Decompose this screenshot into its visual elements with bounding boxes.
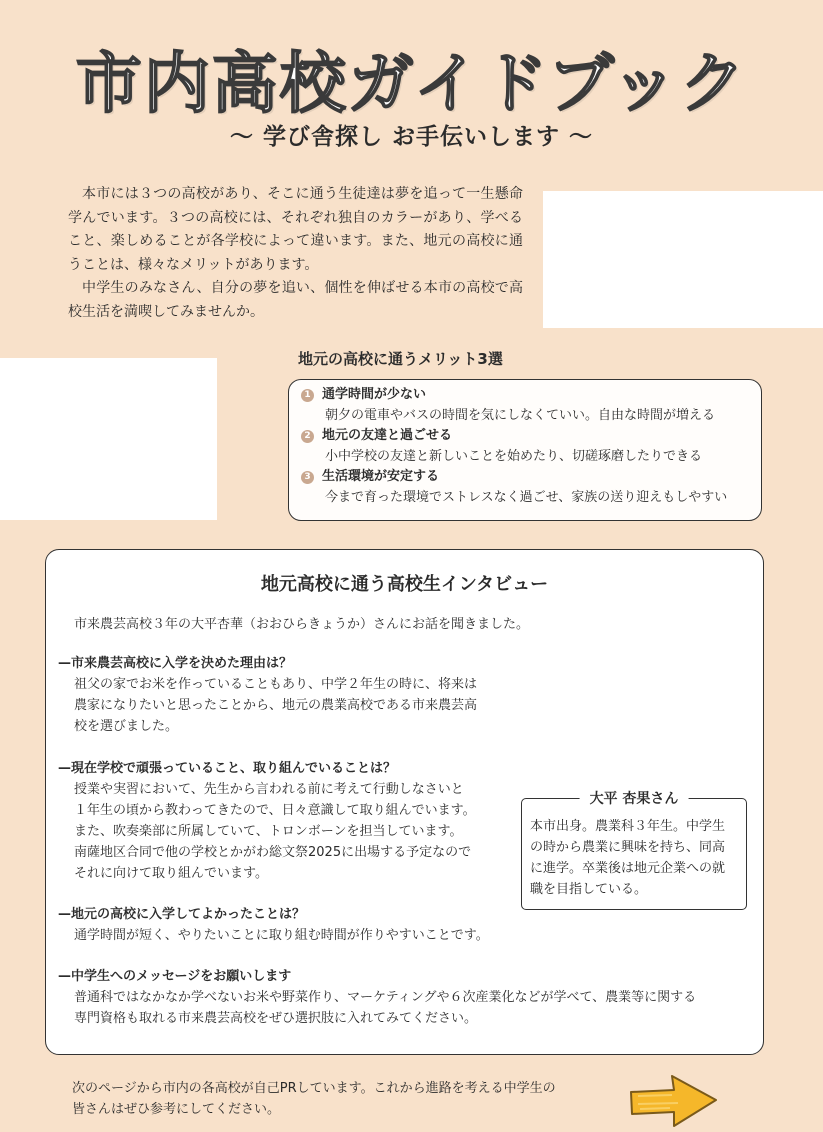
question: —中学生へのメッセージをお願いします (58, 969, 292, 984)
merit-title: 生活環境が安定する (322, 469, 440, 484)
right-arrow-icon (628, 1072, 720, 1130)
answer: 授業や実習において、先生から言われる前に考えて行動しなさいと １年生の頃から教わってきたので、日々意識して取り組んでいます。 また、吹奏楽部に所属していて、トロンボーンを担当しています。 南薩地区合同で他の学校とかがわ総文祭2025に出場する予定なので それに向けて取り組んでいます。 (74, 782, 476, 881)
qa-block (58, 654, 738, 737)
number-badge-icon: 3 (301, 471, 314, 484)
merit-title: 通学時間が少ない (322, 387, 427, 402)
merits-heading: 地元の高校に通うメリット3選 (298, 350, 503, 368)
answer: 祖父の家でお米を作っていることもあり、中学２年生の時に、将来は 農家になりたいと思ったことから、地元の農業高校である市来農芸高 校を選びました。 (74, 677, 478, 734)
intro-paragraph-1: 本市には３つの高校があり、そこに通う生徒達は夢を追って一生懸命学んでいます。３つの高校には、それぞれ独自のカラーがあり、学べること、楽しめることが各学校によって違います。また、地元の高校に通うことは、様々なメリットがあります。 (68, 186, 523, 273)
page-title: 市内高校ガイドブック (75, 45, 748, 122)
number-badge-icon: 1 (301, 389, 314, 402)
question: —地元の高校に入学してよかったことは？ (58, 907, 306, 922)
profile-name: 大平 杏果さん (580, 788, 689, 808)
question: —市来農芸高校に入学を決めた理由は？ (58, 656, 293, 671)
intro-text (68, 183, 523, 324)
interview-lead: 市来農芸高校３年の大平杏華（おおひらきょうか）さんにお話を聞きました。 (74, 617, 530, 632)
interview-title: 地元高校に通う高校生インタビュー (260, 574, 549, 595)
profile-text: 本市出身。農業科３年生。中学生 の時から農業に興味を持ち、同高 に進学。卒業後は地元企業への就 職を目指している。 (530, 819, 726, 897)
image-placeholder-right (543, 191, 823, 328)
answer: 普通科ではなかなか学べないお米や野菜作り、マーケティングや６次産業化などが学べて、農業等に関する 専門資格も取れる市来農芸高校をぜひ選択肢に入れてみてください。 (74, 990, 697, 1026)
page-subtitle: 〜 学び舎探し お手伝いします 〜 (229, 124, 594, 150)
merit-item (301, 385, 761, 426)
number-badge-icon: 2 (301, 430, 314, 443)
merit-title: 地元の友達と過ごせる (322, 428, 453, 443)
question: —現在学校で頑張っていること、取り組んでいることは？ (58, 761, 397, 776)
merits-box (288, 379, 762, 521)
profile-box (521, 791, 747, 910)
merit-description: 今まで育った環境でストレスなく過ごせ、家族の送り迎えもしやすい (325, 490, 728, 505)
intro-paragraph-2: 中学生のみなさん、自分の夢を追い、個性を伸ばせる本市の高校で高校生活を満喫してみませんか。 (68, 280, 523, 320)
merit-item (301, 467, 761, 508)
image-placeholder-left (0, 358, 217, 520)
interview-box (45, 549, 764, 1055)
footer-text: 次のページから市内の各高校が自己PRしています。これから進路を考える中学生の 皆さんはぜひ参考にしてください。 (72, 1081, 556, 1117)
merit-description: 小中学校の友達と新しいことを始めたり、切磋琢磨したりできる (325, 449, 703, 464)
qa-block (58, 967, 738, 1029)
merit-description: 朝夕の電車やバスの時間を気にしなくていい。自由な時間が増える (325, 408, 716, 423)
qa-block (58, 905, 738, 946)
merit-item (301, 426, 761, 467)
answer: 通学時間が短く、やりたいことに取り組む時間が作りやすいことです。 (74, 928, 489, 943)
